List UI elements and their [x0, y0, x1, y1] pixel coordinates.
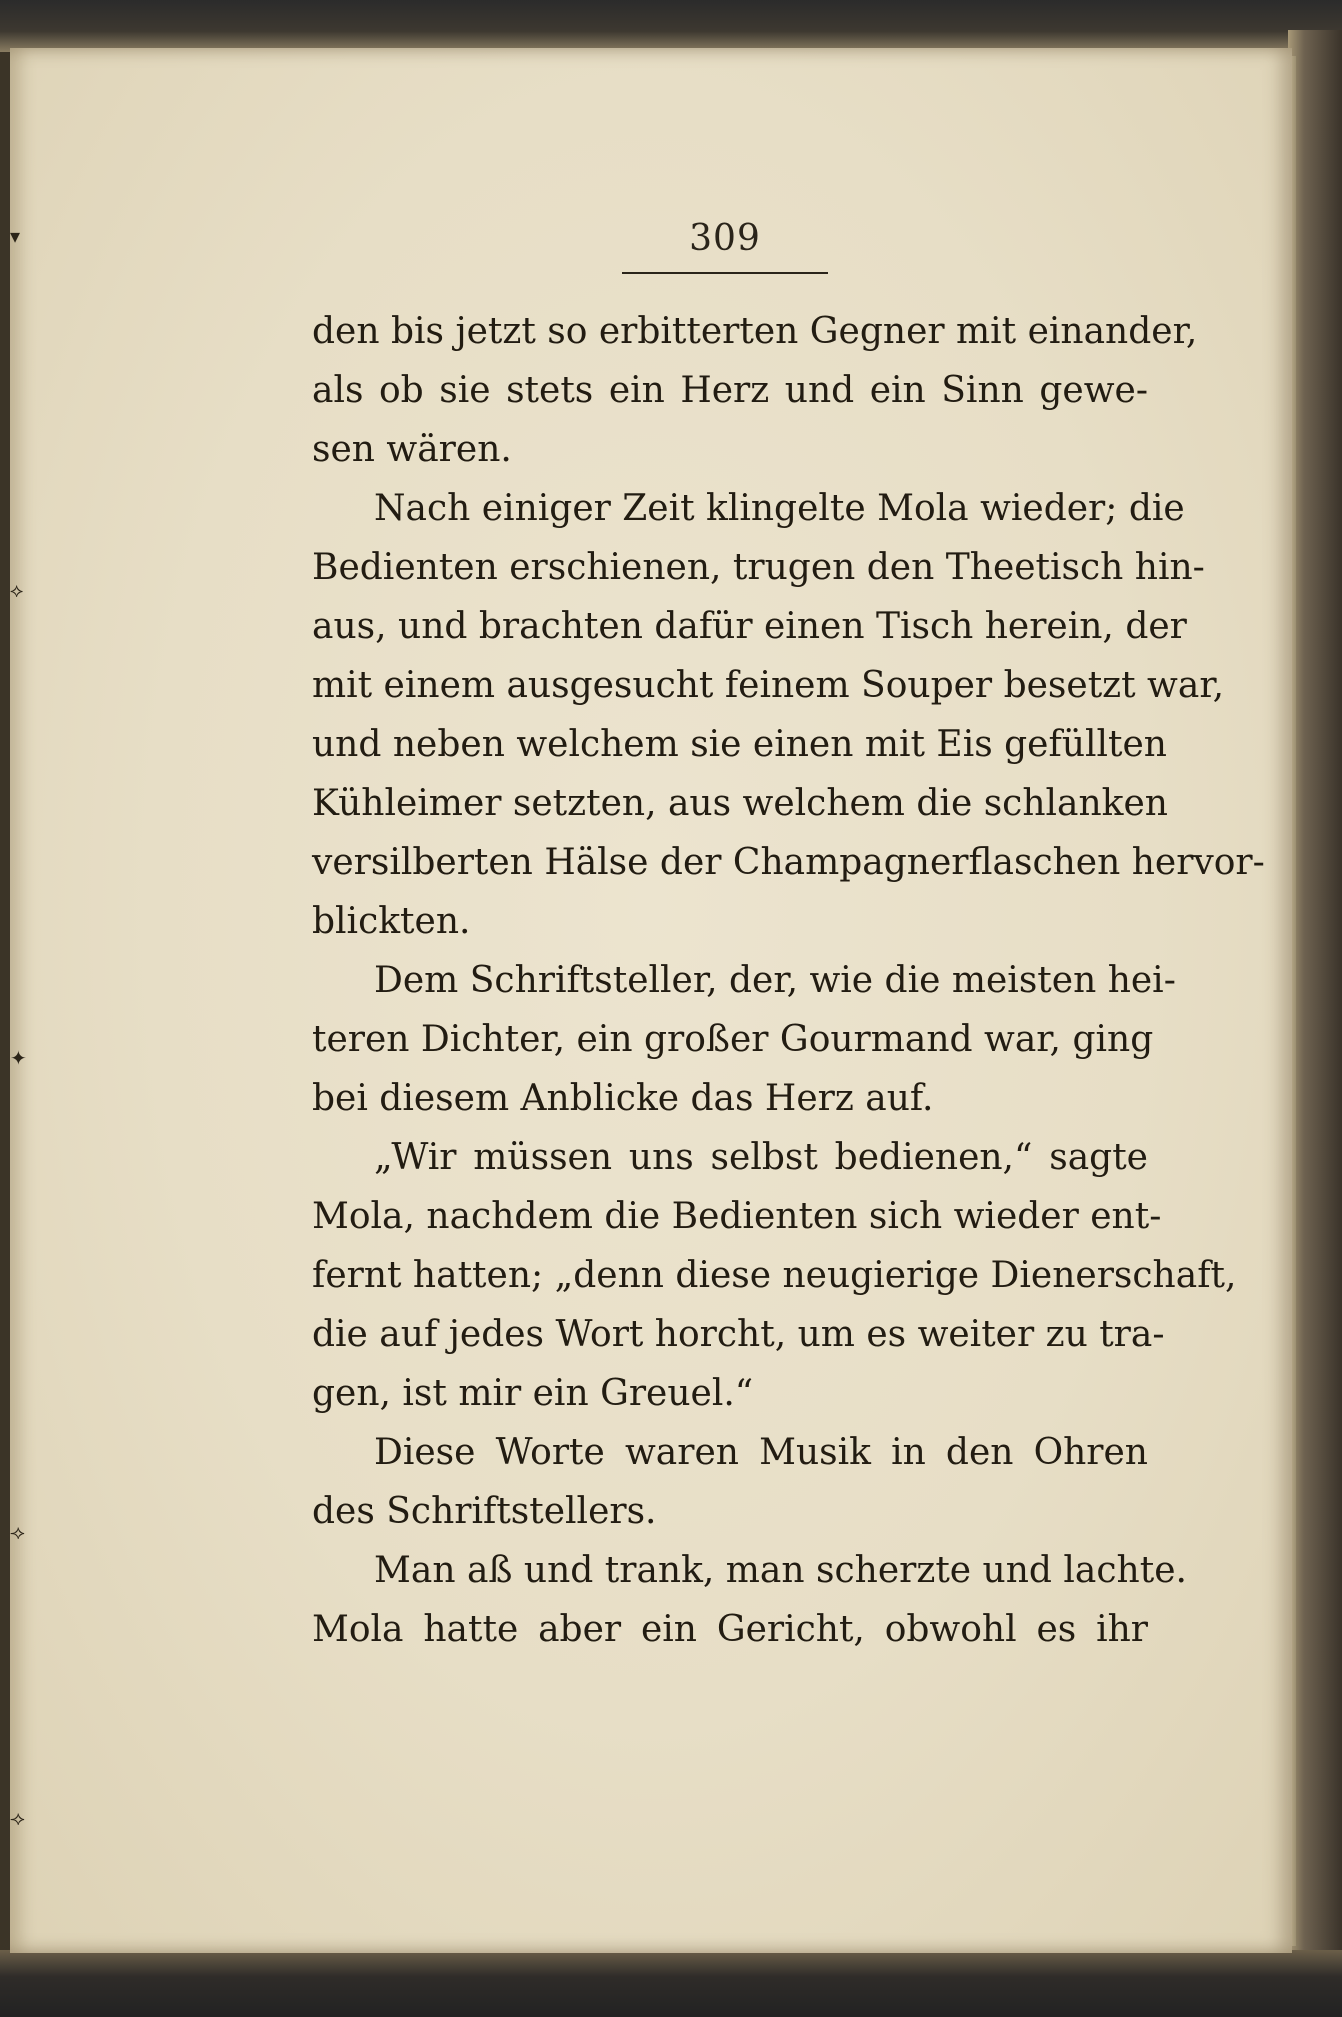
text-line: Diese Worte waren Musik in den Ohren — [374, 1432, 1148, 1473]
text-line: bei diesem Anblicke das Herz auf. — [312, 1078, 934, 1119]
margin-mark: ⟡ — [10, 578, 24, 602]
text-line: Kühleimer setzten, aus welchem die schlanken — [312, 783, 1168, 824]
page-body-text — [312, 302, 1265, 1659]
text-line: fernt hatten; „denn diese neugierige Dienerschaft, — [312, 1255, 1237, 1296]
text-line: des Schriftstellers. — [312, 1491, 657, 1532]
text-line: Nach einiger Zeit klingelte Mola wieder; die — [374, 488, 1185, 529]
text-line: den bis jetzt so erbitterten Gegner mit einander, — [312, 311, 1198, 352]
margin-mark: ⟢ — [10, 1520, 25, 1544]
text-line: gen, ist mir ein Greuel.“ — [312, 1373, 754, 1414]
scanner-bottom-edge — [0, 1950, 1342, 2017]
text-line: aus, und brachten dafür einen Tisch herein, der — [312, 606, 1187, 647]
text-line: sen wären. — [312, 429, 512, 470]
text-line: Bedienten erschienen, trugen den Theetisch hin- — [312, 547, 1205, 588]
text-line: teren Dichter, ein großer Gourmand war, ging — [312, 1019, 1154, 1060]
margin-mark: ▾ — [10, 224, 21, 248]
text-line: als ob sie stets ein Herz und ein Sinn gewe- — [312, 370, 1148, 411]
text-line: die auf jedes Wort horcht, um es weiter zu tra- — [312, 1314, 1165, 1355]
book-cover-edge — [1288, 30, 1342, 1970]
margin-mark: ⟢ — [10, 1806, 25, 1830]
text-line: Dem Schriftsteller, der, wie die meisten hei- — [374, 960, 1176, 1001]
header-rule — [622, 272, 828, 274]
text-line: und neben welchem sie einen mit Eis gefüllten — [312, 724, 1167, 765]
text-line: Mola hatte aber ein Gericht, obwohl es ihr — [312, 1609, 1148, 1650]
scanner-top-edge — [0, 0, 1342, 52]
text-line: Man aß und trank, man scherzte und lachte. — [374, 1550, 1187, 1591]
margin-mark: ✦ — [10, 1046, 27, 1070]
text-line: versilberten Hälse der Champagnerflaschen hervor- — [312, 842, 1265, 883]
text-line: blickten. — [312, 901, 471, 942]
page-number: 309 — [689, 218, 761, 259]
text-line: mit einem ausgesucht feinem Souper besetzt war, — [312, 665, 1225, 706]
text-line: „Wir müssen uns selbst bedienen,“ sagte — [374, 1137, 1148, 1178]
text-line: Mola, nachdem die Bedienten sich wieder ent- — [312, 1196, 1162, 1237]
